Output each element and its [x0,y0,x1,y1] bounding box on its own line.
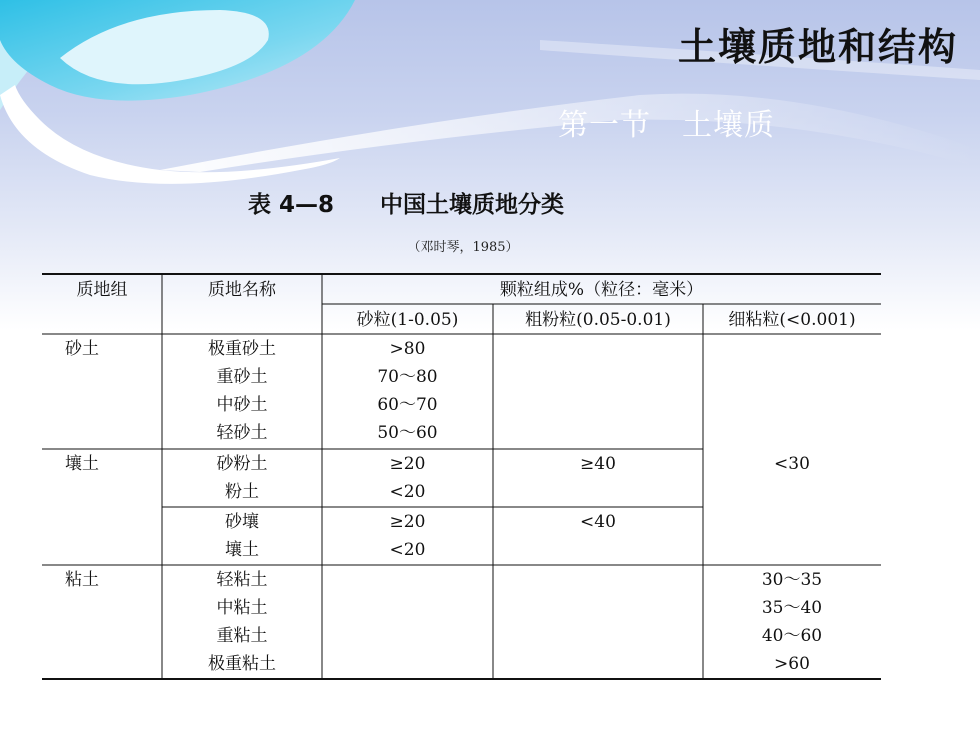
slide-title: 土壤质地和结构 [677,25,958,69]
table-caption: 表 4—8 中国土壤质地分类 [248,192,565,218]
sand-value: ≥20 [389,512,426,532]
texture-name: 粉土 [225,482,259,502]
silt-value: ≥40 [580,454,616,474]
texture-name: 中砂土 [216,395,268,415]
clay-value: 35～40 [761,598,823,618]
group-label: 壤土 [65,454,99,474]
texture-name: 轻粘土 [216,570,268,590]
table-source: （邓时琴，1985） [407,240,519,255]
header-group: 质地组 [76,280,128,300]
texture-name: 砂粉土 [216,454,268,474]
header-sand: 砂粒(1-0.05) [356,310,459,330]
sand-value: <20 [389,540,426,560]
header-silt: 粗粉粒(0.05-0.01) [525,310,671,330]
slide-subtitle: 第一节 土壤质 [558,108,775,143]
texture-name: 极重粘土 [208,654,276,674]
texture-name: 轻砂土 [216,423,268,443]
sand-value: >80 [389,339,426,359]
clay-value: 40～60 [761,626,823,646]
sand-value: 60～70 [377,395,438,415]
sand-value: <20 [389,482,426,502]
texture-name: 壤土 [225,540,259,560]
clay-value: <30 [774,454,810,474]
sand-value: 50～60 [377,423,438,443]
clay-value: 30～35 [761,570,823,590]
texture-name: 极重砂土 [208,339,276,359]
group-label: 粘土 [65,570,99,590]
texture-classification-table [42,273,881,681]
texture-name: 中粘土 [216,598,268,618]
group-label: 砂土 [65,339,99,359]
sand-value: 70～80 [377,367,438,387]
texture-name: 砂壤 [225,512,259,532]
header-composition: 颗粒组成%（粒径：毫米） [499,280,704,300]
texture-name: 重砂土 [216,367,268,387]
header-name: 质地名称 [208,280,276,300]
silt-value: <40 [580,512,616,532]
sand-value: ≥20 [389,454,426,474]
clay-value: >60 [774,654,810,674]
texture-name: 重粘土 [216,626,268,646]
header-clay: 细粘粒(<0.001) [728,310,856,330]
